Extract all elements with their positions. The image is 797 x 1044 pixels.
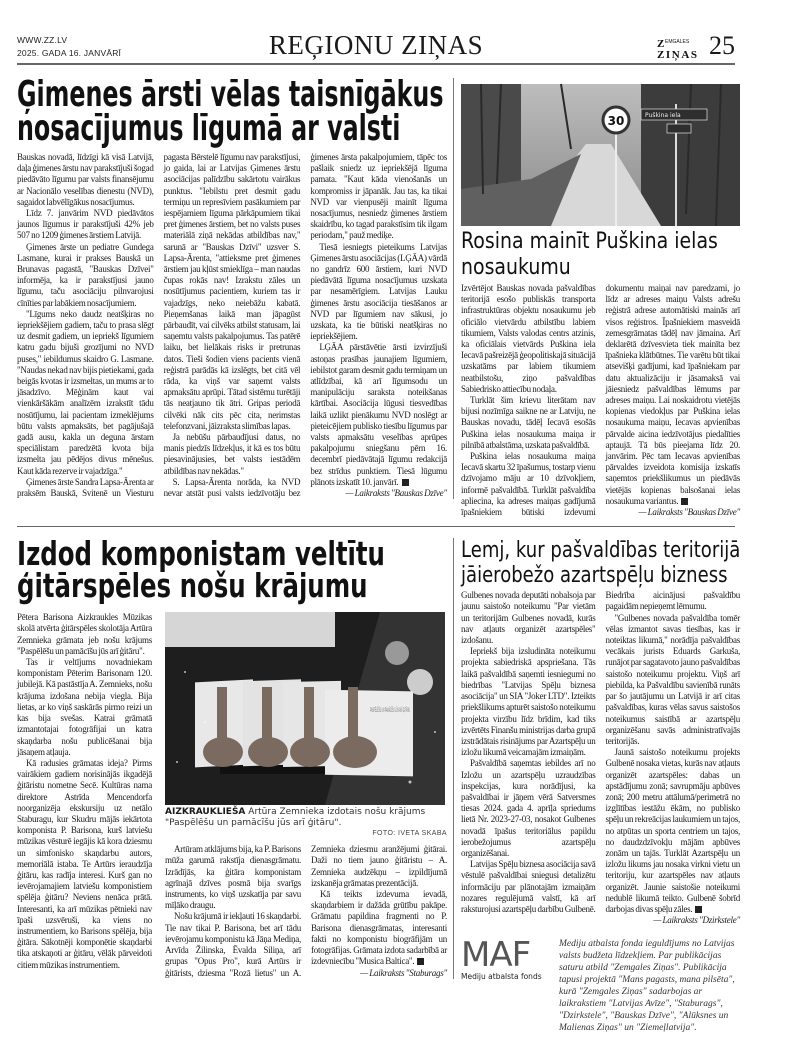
paragraph: Latvijas Spēļu biznesa asociācija savā vēstulē pašvaldībai sniegusi detalizētu informāciju par plānotajām izmaiņām nozares regulējumā valstī, kā arī raksturojusi azartspēļu darbību Gulbenē. Biedrība aicinājusi pašvaldību pagaidām nepieņemt lēmumu. [461,590,740,914]
paragraph-text: LĢĀA pārstāvētie ārsti izvirzījuši astoņas prasības jaunajiem līgumiem, iebilstot garam desmit gadu termiņam un atlīdzībai, kā arī līgumsodu un manipulāciju saraksta noteikšanas kārtībai. Asociācija lūgusi tiesvedības laikā uzlikt pienākumu NVD noslēgt ar pieteicējiem publisko tiesību līgumus par valsts apmaksātu veselības aprūpes pakalpojumu sniegšanu pērn 16. decembrī piedāvātajā līgumu redakcijā bez strīdus punktiem. Tiesā lūgumu plānots izskatīt 10. janvārī. [310,342,447,487]
paragraph: Bauskas novadā, līdzīgi kā visā Latvijā, daļa ģimenes ārstu nav parakstījuši šogad piedāvāto līgumu par valsts finansējumu ar Nacionālo veselības dienestu (NVD), sagaidot labvēlīgākus nosacījumus. [17,152,154,207]
svg-text:EMGALES: EMGALES [664,39,690,45]
street-photo [461,84,740,226]
headline-line: jāierobežo azartspēļu bizness [461,563,728,589]
paragraph [606,747,741,915]
paragraph: Turklāt šim krievu literātam nav bijusi nozīmīga saikne ne ar Latviju, ne Bauskas novadu, tādēļ Iecavā esošās Puškina ielas nosaukuma maiņa ir pilnībā atbalstāma, uzskata pašvaldībā. [461,395,596,450]
paragraph: Nošu krājumā ir iekļauti 16 skaņdarbi. Tie nav tikai P. Barisona, bet arī tādu ievērojamu komponistu kā Jāņa Mediņa, Arvīda Žilinska, Ēvalda Siliņa, arī grupas "Opus Pro", kurā Artūrs ir ģitārists, dziesma "Rozā lietus" un A. Zemnieka dziesmu aranžējumi ģitārai. Daži no tiem jauno ģitāristu – A. Zemnieka audzēkņu – izpildījumā izskanēja grāmatas prezentācijā. [165,844,447,978]
page-header [17,26,735,60]
article-body-guitar-book [17,612,152,971]
issue-date: 2025. GADA 16. JANVĀRĪ [17,48,122,58]
headline-line: Lemj, kur pašvaldības teritorijā [461,538,741,564]
paragraph: "Gulbenes novada pašvaldība tomēr vēlas izmantot savas tiesības, kas ir noteiktas likumā," norādīja pašvaldības vecākais jurists Eduards Garkuša, runājot par sagatavoto jauno pašvaldības saistošo noteikumu projektu. Viņš arī piebilda, ka Pašvaldību savienībā runāts par šo jautājumu un Latvijā ir arī citas pašvaldības, kuras vēlas savus saistošos noteikumus saistībā ar azartspēļu organizēšanu savās administratīvajās teritorijās. [605,612,740,746]
photo-caption [165,807,447,829]
maf-logo [461,935,549,982]
headline-wrap [461,229,740,283]
end-mark-icon [417,958,424,965]
article-source: — Laikraksts "Dzirkstele" [653,915,740,926]
headline-line: Izdod komponistam veltītu [17,534,385,574]
article-body-gambling [461,590,740,926]
paragraph: "Līgums neko daudz neatšķiras no iepriekšējiem gadiem, taču to prasa slēgt uz desmit gadiem, un iepriekš līgumiem katru gadu bijuši grozījumi no NVD puses," iebildumus skaidro G. Lasmane. "Naudas nekad nav bijis pietiekami, gada beigās kvotas ir izsmeltas, un mums ar to jāsadzīvo. Mēģinām kaut vai vienkāršākām analīzēm izrakstīt tādu nosūtījumu, lai pacientam izmeklējums būtu valsts apmaksāts, bet pagājušajā gadā ausu, kakla un deguna ārstam speciālistam paredzētā kvota bija izsmelta jau pēdējos divus mēnešus. Kaut kāda rezerve ir vajadzīga." [17,308,154,476]
headline-line: Rosina mainīt Puškina ielas [461,229,718,254]
paragraph: Tas ir veltījums novadniekam komponistam Pēterim Barisonam 120. jubilejā. Kā pastāstīja A. Zemnieks, nošu krājuma izdošana nebija viegla. Bija lietas, ar ko viņš saskārās pirmo reizi un kas bija svešas. Katrai grāmatā izmantotajai fotogrāfijai un katra skaņdarba nošu publicēšanai bija jāsaņem atļauja. [17,657,152,757]
headline-wrap [461,538,740,590]
photo-credit: FOTO: IVETA SKABA [372,830,447,838]
maf-box [461,935,740,1034]
page-number: 25 [708,31,735,60]
street-photo-image [461,84,740,226]
headline-line: nosacījumus līgumā ar valsti [17,108,401,149]
svg-text:Z: Z [656,38,665,50]
article-family-doctors [17,74,454,499]
guitar-book-photo [165,612,445,805]
headline-wrap [17,74,447,149]
top-row [17,74,740,518]
maf-funding-note: Mediju atbalsta fonda ieguldījums no Latvijas valsts budžeta līdzekļiem. Par publikācijas saturu atbild "Zemgales Ziņas". Publikācija tapusi projektā "Mans pagasts, mana pilsēta", kurā "Zemgales Ziņas" sadarbojas ar laikrakstiem "Latvijas Avīze", "Staburags", "Dzirkstele", "Bauskas Dzīve", "Alūksnes un Malienas Ziņas" un "Ziemeļlatvija". [559,939,735,1034]
end-mark-icon [695,906,702,913]
paragraph [311,889,447,967]
headline-line: nosaukumu [461,255,571,280]
bottom-row [17,526,741,1034]
guitar-book-photo-image [165,612,445,805]
caption-text: Artūra Zemnieka izdotais nošu krājums "Paspēlēšu un pamācīšu jūs arī ģitāru". [165,807,426,829]
headline-wrap [17,534,447,606]
paragraph: Izvērtējot Bauskas novada pašvaldības teritorijā esošo publiskās transporta infrastruktūras objektu nosaukumu jeb oficiālo vietvārdu atbilstību labiem tikumiem, Valsts valodas centrs atzinis, ka oficiālais vietvārds Puškina iela Iecavā pašreizējā ģeopolitiskajā situācijā uzskatāms par labiem tikumiem neatbilstošu, ziņo pašvaldības Sabiedrisko attiecību nodaļa. [461,283,596,394]
article-body-family-doctors [17,152,447,499]
header-masthead [575,32,735,60]
headline-line: Ģimenes ārsti vēlas taisnīgākus [17,74,444,115]
article-columns [17,612,447,978]
article-source: — Laikraksts "Staburags" [360,967,447,978]
paragraph: Tiesā iesniegts pieteikums Latvijas Ģimenes ārstu asociācijas (LĢĀA) vārdā no gandrīz 600 ārstiem, kuri NVD piedāvātā līguma nosacījumus uzskata par nesamērīgiem. Latvijas Lauku ģimenes ārstu asociācija tiesāšanos ar NVD par līgumiem nav sākusi, jo uzskata, ka tie būtiski neatšķiras no iepriekšējiem. [310,241,447,342]
maf-logo-text: MAF [461,935,531,976]
paragraph-text: Jaunā saistošo noteikumu projekts Gulbenē nosaka vietas, kurās nav atļauts organizēt azartspēles: dabas un apstādījumu zonā; savrupmāju apbūves zonā; 200 metru attālumā/perimetrā no izglītības iestāžu ēkām, no publisko spēļu un rekreācijas laukumiem un tajos, no atpūtas un sporta centriem un tajos, no daudzdzīvokļu mājām apbūves zonām un tajās. Turklāt Azartspēļu un izložu likums jau nosaka virkni vietu un teritoriju, kur azartspēles nav atļauts organizēt. Jaunie saistošie noteikumi nedublē likumā teikto. Gulbenē šobrīd darbojas divas spēļu zāles. [605,747,740,914]
paragraph: Kā radusies grāmatas ideja? Pirms vairākiem gadiem norisinājās ikgadējā ģitāristu nometne Secē. Kultūras nama direktore Astrīda Mencendorfa noorganizēja ekskursiju uz netālo Staburagu, kur Skudru mājās iekārtota komponista P. Barisona, kurš latviešu mūzikas vēsturē iegājis kā kora dziesmu un simfonisko skaņdarbu autors, memoriālā istaba. Te Artūrs ieraudzīja ģitāru, kas radīja interesi. Kurš gan no ievērojamajiem latviešu komponistiem spēlēja ģitāru? Neviens nenāca prātā. Interesanti, ka arī mūzikas pētnieki nav īpaši uzsvēruši, ka viens no instrumentiem, ko Barisons spēlēja, bija ģitāra. Sākotnēji komponētie skaņdarbi tika atskaņoti ar ģitāru, vēlāk pārveidoti citiem mūzikas instrumentiem. [17,757,152,970]
svg-text:ZIŅAS: ZIŅAS [656,49,697,61]
masthead-logo [657,36,699,60]
paragraph: Gulbenes novada deputāti nobalsoja par jaunu saistošo noteikumu "Par vietām un teritorijām Gulbenes novadā, kurās nav atļauts organizēt azartspēles" izdošanu. [461,590,596,646]
paragraph: Ja nebūšu pārbaudījusi datus, no manis piedzīs līdzekļus, it kā es tos būtu piesavinājusies, bet valsts iestādēm atbildības nav nekādas." [163,432,301,476]
paragraph: Ģimenes ārste Sandra Lapsa-Ārenta ar praksēm Bauskā, Svitenē un Viesturu pagasta Bērstelē līgumu nav parakstījusi, jo gaida, lai ar Latvijas Ģimenes ārstu asociācijas palīdzību sakārtotu vairākus punktus. "Iebilstu pret desmit gadu termiņu un represīviem pasākumiem par iespējamiem līguma pārkāpumiem tikai pret ģimenes ārstiem, bet no valsts puses materiālā ziņā nekādas atbildības nav," sarunā ar "Bauskas Dzīvi" uzsver S. Lapsa-Ārenta, "attieksme pret ģimenes ārstiem jau kļūst smieklīga – man naudas čupas rokās nav! Izrakstu zāles un nosūtījumus pacientiem, kuriem tas ir vajadzīgs, neko neiebāžu kabatā. Pieņemšanas laikā man jāpagūst pārbaudīt, vai cilvēks atbilst statusam, lai saņemtu valsts pakalpojumus. Tas patērē laiku, bet lielākais risks ir pretrunas datos. Tieši šodien viens pacients vienā reģistrā parādās kā izslēgts, bet citā vēl rāda, ka viņš var saņemt valsts apmaksātu aprūpi. Tātad sistēmu turētāji tās neatjauno tik ātri. Gripas periodā cilvēki nāk cits pēc cita, nerimstas telefonzvani, jāizraksta slimības lapas. [17,152,301,499]
street-sign-text: Puškina iela [645,112,681,119]
paragraph: S. Lapsa-Ārenta norāda, ka NVD nevar atstāt pusi valsts iedzīvotāju bez ģimenes ārsta pakalpojumiem, tāpēc tos pašlaik sniedz uz iepriekšējā līguma pamata. "Kaut kāda vienošanās un kompromiss ir jāpanāk. Jau tas, ka tikai NVD var vienpusēji mainīt līguma nosacījumus, nesniedz ģimenes ārstiem skaidrību, ko tagad parakstīsim tik ilgam periodam," pauž mediķe. [163,152,447,499]
header-rule [17,63,735,65]
article-gambling [461,538,740,1034]
paragraph: Ģimenes ārste un pediatre Gundega Lasmane, kurai ir prakses Bauskā un Brunavas pagastā, "Bauskas Dzīvei" informēja, ka ir parakstījusi jauno līgumu, taču asociāciju pilnvarojusi cīnīties par labākiem nosacījumiem. [17,241,154,308]
header-meta [17,34,177,60]
paragraph: Iepriekš bija izsludināta noteikumu projekta sabiedriskā apspriešana. Tās laikā pašvaldībā saņemti iesniegumi no biedrības "Latvijas Spēļu biznesa asociācija" un SIA "Joker LTD". Izteikts priekšlikums apturēt saistošo noteikumu projekta virzību līdz brīdim, kad tiks izvērtēts Finanšu ministrijas darba grupā izstrādātais risinājums par Azartspēļu un izložu likumā veicamajām izmaiņām. [461,646,596,758]
article-body-pushkin-street [461,283,740,518]
article-headline [461,538,741,589]
photo-and-continuation [165,612,447,978]
site-url: WWW.ZZ.LV [17,35,68,45]
end-mark-icon [402,479,409,486]
paragraph: Artūram atklājums bija, ka P. Barisons mūža garumā rakstīja dienasgrāmatu. Izrādījās, ka ģitāra komponistam agrīnajā dzīves posmā bija svarīgs instruments, ko viņš uzskatīja par savu mīļāko draugu. [165,844,301,911]
paragraph: Pētera Barisona Aizkraukles Mūzikas skolā atvērta ģitārspēles skolotāja Artūra Zemnieka grāmata jeb nošu krājums "Paspēlēšu un pamācīšu jūs arī ģitāru". [17,612,152,656]
paragraph-text: Kā teikts izdevuma ievadā, skaņdarbiem ir dažāda grūtību pakāpe. Grāmatu papildina fragmenti no P. Barisona dienasgrāmatas, interesanti fakti no komponistu biogrāfijām un fotogrāfijas. Grāmata izdota sadarbībā ar izdevniecību "Musica Baltica". [311,889,447,967]
article-source: — Laikraksts "Bauskas Dzīve" [345,488,447,499]
caption-lead: AIZKRAUKLIEŠA [165,807,246,818]
section-title: REĢIONU ZIŅAS [268,30,484,60]
maf-logo-subtitle: Mediju atbalsta fonds [461,972,542,982]
article-headline [461,229,718,281]
book-covers [195,680,413,777]
end-mark-icon [681,498,688,505]
speed-sign-text: 30 [607,114,625,128]
headline-line: ģitārspēles nošu krājumu [17,566,368,606]
book-title-text [370,707,410,714]
paragraph [310,342,447,488]
paragraph: Līdz 7. janvārim NVD piedāvātos jaunos līgumus ir parakstījuši 42% jeb 507 no 1209 ģimenes ārstiem Latvijā. [17,208,154,241]
article-source: — Laikraksts "Bauskas Dzīve" [638,507,740,518]
article-headline [17,534,385,606]
paragraph-text: Puškina ielas nosaukuma maiņa Iecavā skartu 32 īpašumus, tostarp vienu dzīvojamo māju ar 10 dzīvokļiem, informē pašvaldībā. Turklāt pašvaldība apliecina, ka adreses maiņas gadījumā īpašniekiem būtiski izdevumi dokumentu maiņai nav paredzami, jo līdz ar adreses maiņu Valsts adrešu reģistrā adrese automātiski mainās arī visos reģistros. Īpašniekiem masveidā zemesgrāmatas tādēļ nav jāmaina. Arī deklarētā dzīvesvieta tiek mainīta bez īpašnieka klātbūtnes. Tie varētu būt tikai atsevišķi gadījumi, kad īpašniekam par datu aktualizāciju ir jāsamaksā vai jāiesniedz pašvaldības lēmums par adreses maiņu. Lai noskaidrotu vietējās kopienas viedokļus par Puškina ielas nosaukuma maiņu, Iecavas apvienības pārvalde aicina iedzīvotājus piedalīties aptaujā. Tā būs pieejama līdz 20. janvārim. Pēc tam Iecavas apvienības pārvaldes izveidota komisija izskatīs saņemtos priekšlikumus un piedāvās vietējās kopienas balsošanai ielas nosaukuma variantus. [461,283,740,518]
paragraph: Pašvaldībā saņemtas iebildes arī no Izložu un azartspēļu uzraudzības inspekcijas, kura norādījusi, ka pašvaldībai ir jāņem vērā Satversmes tiesas 2024. gada 4. aprīļa spriedums lietā Nr. 2023-27-03, nosakot Gulbenes novadā īpašus teritoriālus papildu ierobežojumus azartspēļu organizēšanai. [461,758,596,858]
article-guitar-book [17,534,454,978]
article-body-guitar-book-continued [165,844,447,978]
article-headline [17,74,444,149]
article-pushkin-street [461,84,740,518]
